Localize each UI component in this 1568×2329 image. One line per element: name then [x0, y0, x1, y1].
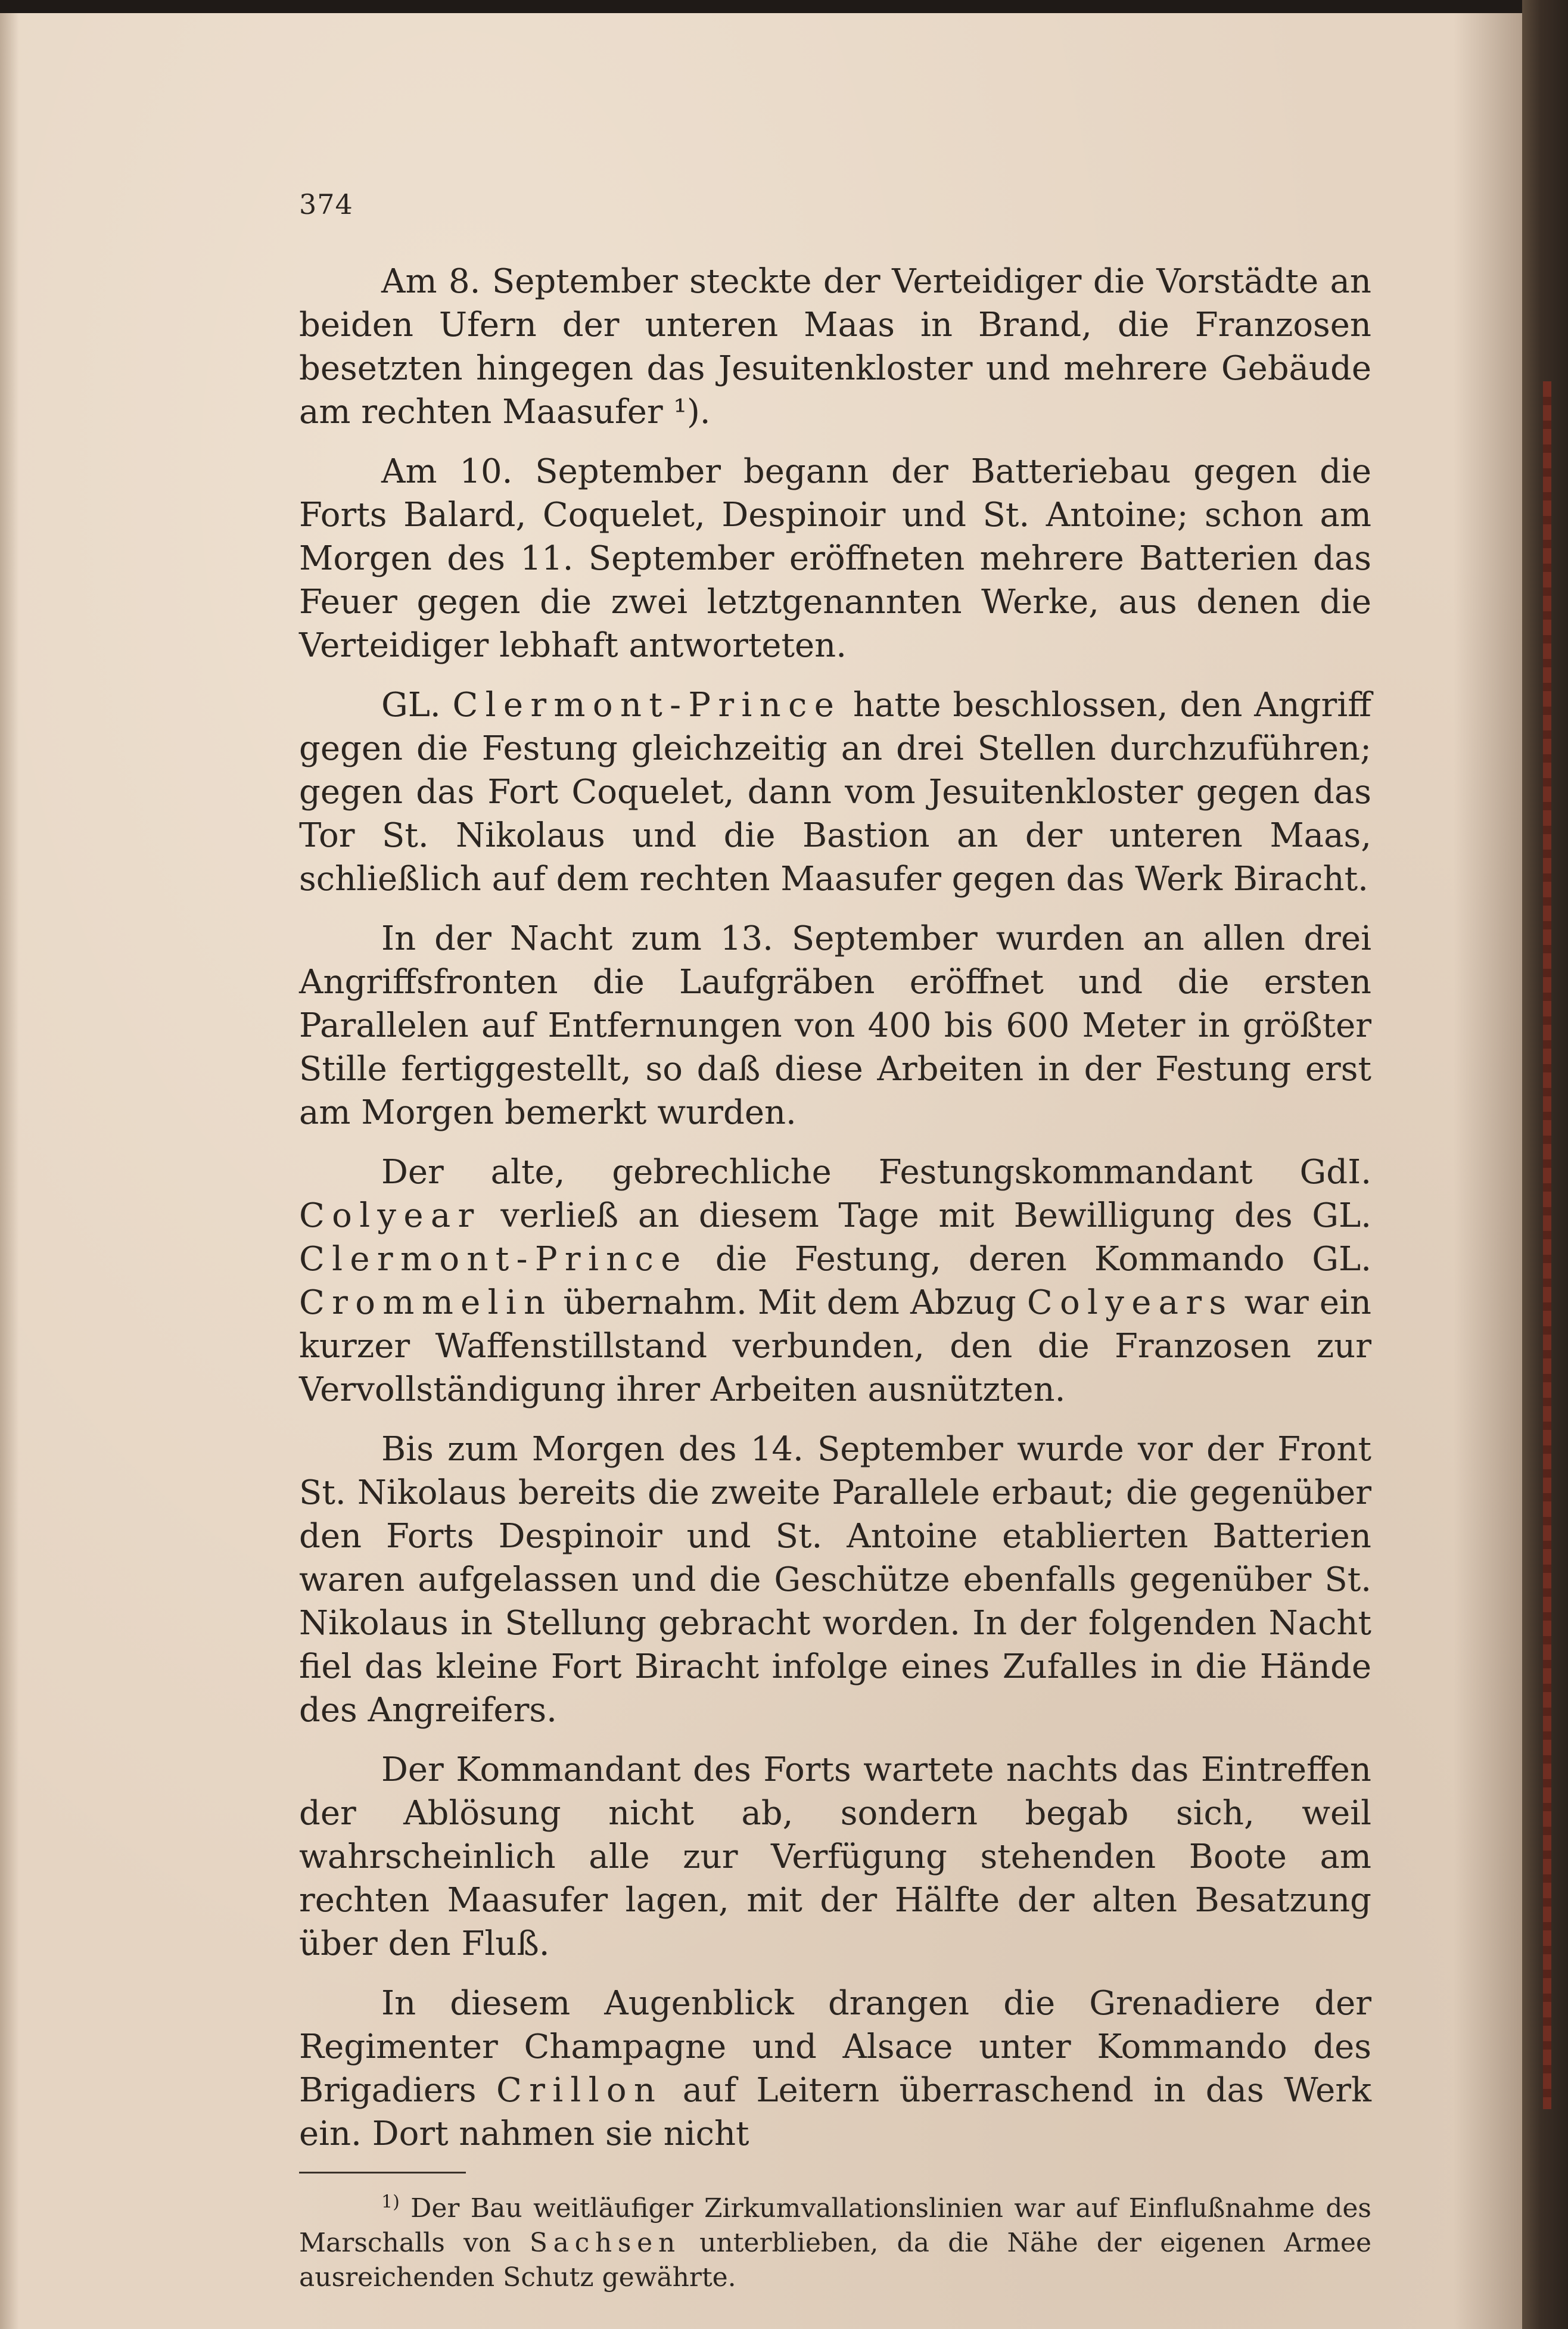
text-block	[299, 188, 1371, 2295]
paragraph-5-text-d: übernahm. Mit dem Abzug	[552, 1283, 1027, 1322]
scan-top-edge	[0, 0, 1568, 13]
spaced-name-sachsen: Sachsen	[529, 2228, 681, 2258]
paragraph-2	[299, 450, 1371, 667]
paragraph-1-text: Am 8. September steckte der Verteidiger die Vorstädte an beiden Ufern der unteren Maas in Brand, die Franzosen besetzten hingegen das Jesuitenkloster und mehrere Gebäude am rechten Maasufer ¹).	[299, 262, 1371, 431]
paragraph-5	[299, 1150, 1371, 1411]
paragraph-1	[299, 260, 1371, 434]
page-number: 374	[299, 188, 353, 220]
spaced-name-crillon: Crillon	[496, 2071, 663, 2110]
paragraph-6-text: Bis zum Morgen des 14. September wurde vor der Front St. Nikolaus bereits die zweite Parallele erbaut; die gegenüber den Forts Despinoir und St. Antoine etablierten Batterien waren aufgelassen und die Geschütze ebenfalls gegenüber St. Nikolaus in Stellung gebracht worden. In der folgenden Nacht fiel das kleine Fort Biracht infolge eines Zufalles in die Hände des Angreifers.	[299, 1430, 1371, 1730]
footnote-rule	[299, 2172, 466, 2173]
paragraph-8-text-cont: auf Leitern überraschend in das Werk ein. Dort nahmen sie nicht	[299, 2071, 1371, 2153]
paragraph-3	[299, 683, 1371, 901]
paragraph-8	[299, 1982, 1371, 2156]
spaced-name-crommelin: Crommelin	[299, 1283, 553, 1322]
spaced-name-clermont-prince: Clermont-Prince	[452, 686, 842, 724]
paper-left-shading	[0, 13, 19, 2329]
paragraph-3-text: GL.	[381, 686, 453, 724]
binding-cord	[1543, 381, 1551, 2109]
spine-shadow	[1454, 13, 1522, 2329]
paragraph-7-text: Der Kommandant des Forts wartete nachts das Eintreffen der Ablösung nicht ab, sondern begab sich, weil wahrscheinlich alle zur Verfügung stehenden Boote am rechten Maasufer lagen, mit der Hälfte der alten Besatzung über den Fluß.	[299, 1750, 1371, 1963]
paragraph-4-text: In der Nacht zum 13. September wurden an allen drei Angriffsfronten die Laufgräben eröffnet und die ersten Parallelen auf Entfernungen von 400 bis 600 Meter in größter Stille fertiggestellt, so daß diese Arbeiten in der Festung erst am Morgen bemerkt wurden.	[299, 919, 1371, 1132]
footnote	[299, 2191, 1371, 2295]
paragraph-2-text: Am 10. September begann der Batteriebau gegen die Forts Balard, Coquelet, Despinoir und St. Antoine; schon am Morgen des 11. September eröffneten mehrere Batterien das Feuer gegen die zwei letztgenannten Werke, aus denen die Verteidiger lebhaft antworteten.	[299, 452, 1371, 665]
paragraph-5-text-c: die Festung, deren Kommando GL.	[687, 1240, 1371, 1279]
footnote-marker: 1)	[381, 2191, 400, 2213]
spaced-name-colyear: Colyear	[299, 1196, 481, 1235]
paragraph-4	[299, 917, 1371, 1134]
paragraph-5-text-b: verließ an diesem Tage mit Bewilligung des GL.	[481, 1196, 1371, 1235]
footnote-text-cont: unterblieben, da die Nähe der eigenen Armee ausreichenden Schutz gewährte.	[299, 2228, 1371, 2293]
paragraph-3-text-cont: hatte beschlossen, den Angriff gegen die Festung gleichzeitig an drei Stellen durchzuführen; gegen das Fort Coquelet, dann vom Jesuitenkloster gegen das Tor St. Nikolaus und die Bastion an der unteren Maas, schließlich auf dem rechten Maasufer gegen das Werk Biracht.	[299, 686, 1371, 898]
paragraph-7	[299, 1748, 1371, 1966]
footnote-text: Der Bau weitläufiger Zirkumvallationslinien war auf Einflußnahme des Marschalls von	[299, 2193, 1371, 2258]
spaced-name-colyears: Colyears	[1026, 1283, 1234, 1322]
paragraph-6	[299, 1428, 1371, 1732]
paragraph-5-text-e: war ein kurzer Waffenstillstand verbunden, den die Franzosen zur Vervollständigung ihrer Arbeiten ausnützten.	[299, 1283, 1371, 1409]
paragraph-8-text: In diesem Augenblick drangen die Grenadiere der Regimenter Champagne und Alsace unter Kommando des Brigadiers	[299, 1984, 1371, 2110]
paragraph-5-text: Der alte, gebrechliche Festungskommandant GdI.	[381, 1153, 1371, 1192]
spaced-name-clermont-prince-2: Clermont-Prince	[299, 1240, 688, 1279]
